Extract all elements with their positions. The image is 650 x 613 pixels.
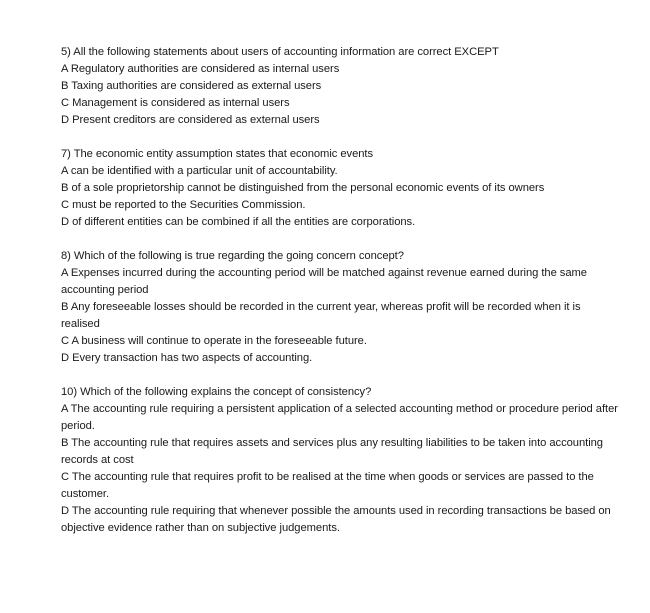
option-c: C A business will continue to operate in the foreseeable future.	[61, 335, 367, 347]
option-b: B Taxing authorities are considered as external users	[61, 80, 322, 92]
question-stem: 7) The economic entity assumption states that economic events	[61, 148, 374, 160]
question-stem: 10) Which of the following explains the concept of consistency?	[61, 386, 372, 398]
option-b: B Any foreseeable losses should be recorded in the current year, whereas profit will be recorded when it is realised	[61, 301, 581, 330]
question-stem: 8) Which of the following is true regarding the going concern concept?	[61, 250, 404, 262]
question-5	[61, 44, 621, 129]
option-d: D Present creditors are considered as external users	[61, 114, 320, 126]
option-c: C must be reported to the Securities Commission.	[61, 199, 306, 211]
question-7	[61, 146, 621, 231]
option-d: D Every transaction has two aspects of accounting.	[61, 352, 313, 364]
question-10	[61, 384, 621, 537]
option-d: D The accounting rule requiring that whenever possible the amounts used in recording transactions be based on objective evidence rather than on subjective judgements.	[61, 505, 611, 534]
question-8	[61, 248, 621, 367]
option-a: A Regulatory authorities are considered as internal users	[61, 63, 340, 75]
option-a: A Expenses incurred during the accounting period will be matched against revenue earned during the same accounting period	[61, 267, 587, 296]
option-d: D of different entities can be combined if all the entities are corporations.	[61, 216, 416, 228]
question-sheet	[61, 44, 621, 554]
option-c: C The accounting rule that requires profit to be realised at the time when goods or services are passed to the customer.	[61, 471, 594, 500]
option-b: B The accounting rule that requires assets and services plus any resulting liabilities to be taken into accounting records at cost	[61, 437, 603, 466]
question-stem: 5) All the following statements about users of accounting information are correct EXCEPT	[61, 46, 499, 58]
option-a: A can be identified with a particular unit of accountability.	[61, 165, 338, 177]
option-a: A The accounting rule requiring a persistent application of a selected accounting method or procedure period after period.	[61, 403, 618, 432]
option-c: C Management is considered as internal users	[61, 97, 290, 109]
option-b: B of a sole proprietorship cannot be distinguished from the personal economic events of its owners	[61, 182, 545, 194]
